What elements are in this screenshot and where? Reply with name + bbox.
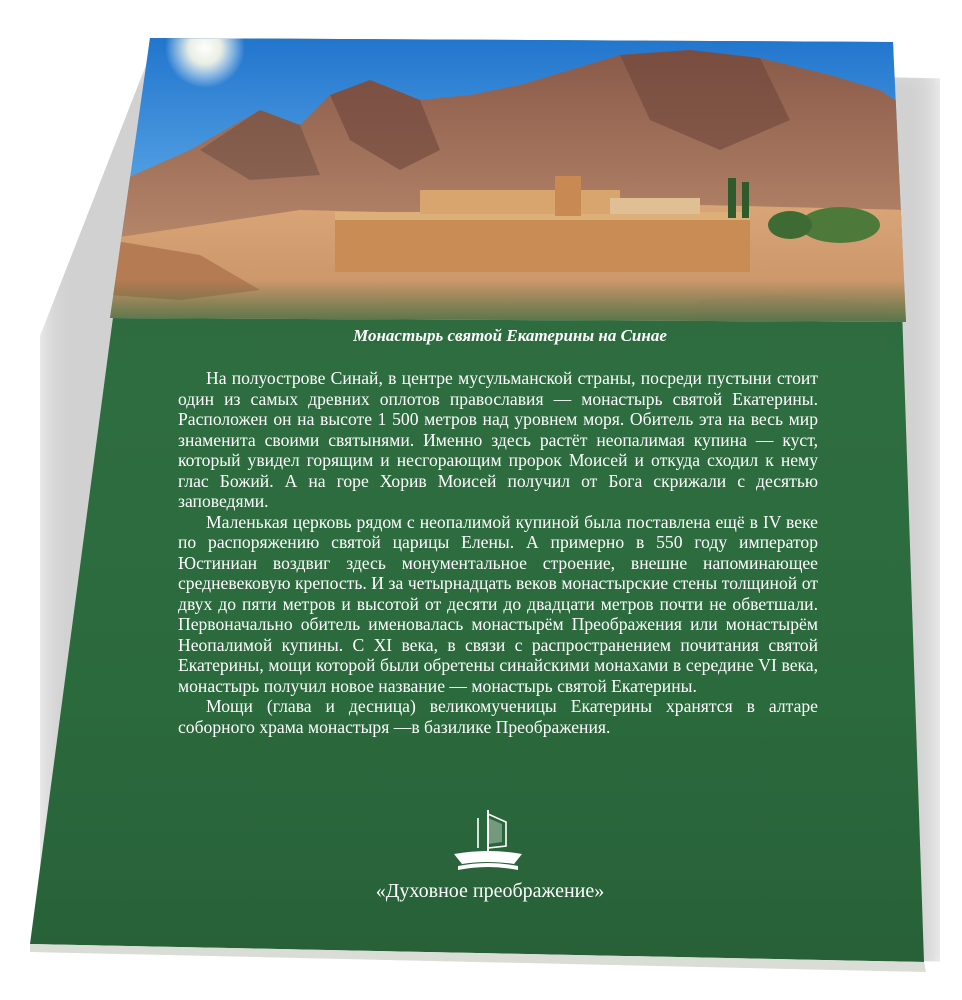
article-text	[178, 368, 818, 737]
paragraph-1: На полуострове Синай, в центре мусульманской страны, посреди пустыни стоит один из самых древних оплотов православия — монастырь святой Екатерины. Расположен он на высоте 1 500 метров над уровнем моря. Обитель эта на весь мир знаменита своими святынями. Именно здесь растёт неопалимая купина — куст, который увидел горящим и несгорающим пророк Моисей и откуда сходил к нему глас Божий. А на горе Хорив Моисей получил от Бога скрижали с десятью заповедями.	[178, 368, 818, 511]
publisher-logo-icon	[448, 808, 528, 876]
publisher-name: «Духовное преображение»	[375, 880, 605, 902]
photo-caption: Монастырь святой Екатерины на Синае	[353, 326, 667, 345]
paragraph-3: Мощи (глава и десница) великомученицы Екатерины хранятся в алтаре соборного храма монастыря —в базилике Преображения.	[178, 696, 818, 737]
paragraph-2: Маленькая церковь рядом с неопалимой купиной была поставлена ещё в IV веке по распоряжению святой царицы Елены. А примерно в 550 году император Юстиниан воздвиг здесь монументальное строение, внешне напоминающее средневековую крепость. И за четырнадцать веков монастырские стены толщиной от двух до пяти метров и высотой от десяти до двадцати метров почти не обветшали. Первоначально обитель именовалась монастырём Преображения или монастырём Неопалимой купины. С XI века, в связи с распространением почитания святой Екатерины, мощи которой были обретены синайскими монахами в середине VI века, монастырь получил новое название — монастырь святой Екатерины.	[178, 511, 818, 696]
